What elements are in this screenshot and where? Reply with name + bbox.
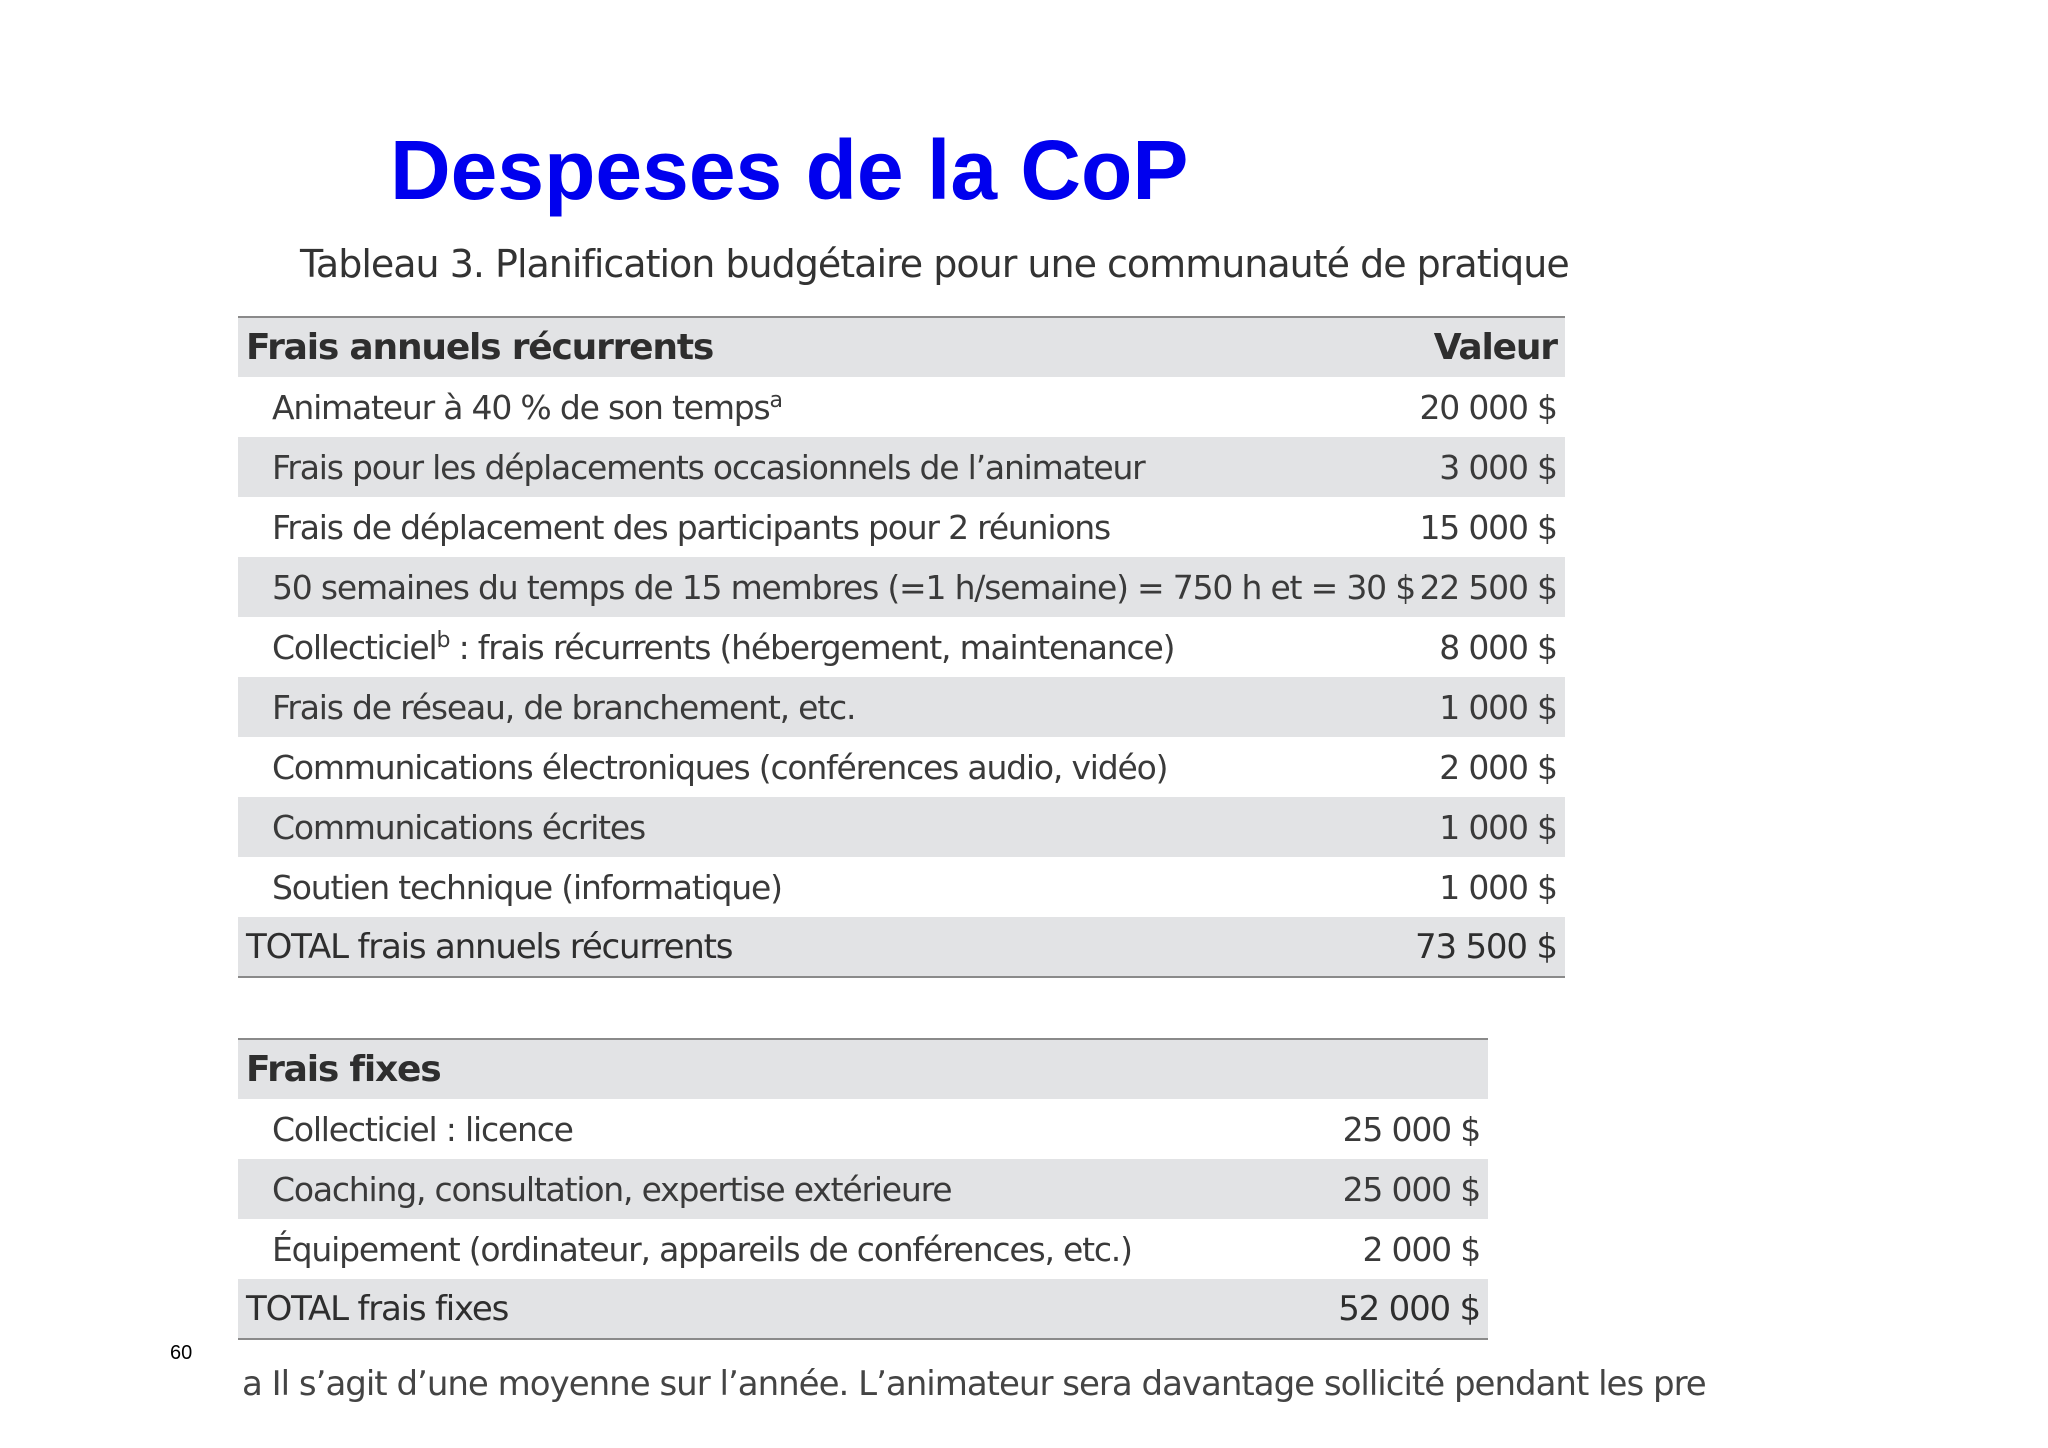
total-value: 73 500 $	[1415, 917, 1565, 977]
row-value: 1 000 $	[1415, 677, 1565, 737]
row-label: Communications écrites	[238, 797, 1415, 857]
table-row	[238, 1099, 1488, 1159]
row-value: 2 000 $	[1439, 747, 1557, 787]
header-value	[1309, 1039, 1488, 1099]
row-label: Soutien technique (informatique)	[272, 867, 782, 907]
table-row	[238, 437, 1565, 497]
table-row	[238, 1159, 1488, 1219]
total-row	[238, 917, 1565, 977]
row-label: Coaching, consultation, expertise extérieure	[238, 1159, 1309, 1219]
row-label: Frais de déplacement des participants pour 2 réunions	[272, 507, 1111, 547]
table-row	[238, 617, 1565, 677]
row-value: 25 000 $	[1342, 1109, 1480, 1149]
row-value: 15 000 $	[1419, 507, 1557, 547]
scanned-table-image	[238, 228, 1706, 1404]
row-label: Collecticiel : licence	[272, 1109, 573, 1149]
table-row	[238, 1219, 1488, 1279]
row-value: 22 500 $	[1415, 557, 1565, 617]
table-row	[238, 737, 1565, 797]
recurring-costs-table	[238, 316, 1565, 978]
table-row	[238, 497, 1565, 557]
table-header-row	[238, 1039, 1488, 1099]
total-value: 52 000 $	[1309, 1279, 1488, 1339]
footnote-fragment: a Il s’agit d’une moyenne sur l’année. L’animateur sera davantage sollicité pendant les pre	[242, 1364, 1706, 1404]
row-value: 20 000 $	[1419, 387, 1557, 427]
table-row	[238, 677, 1565, 737]
table-row	[238, 557, 1565, 617]
header-value: Valeur	[1415, 317, 1565, 377]
row-value: 1 000 $	[1439, 867, 1557, 907]
page-number: 60	[170, 1342, 193, 1364]
slide-title: Despeses de la CoP	[390, 123, 1189, 217]
table-row	[238, 377, 1565, 437]
row-label: Animateur à 40 % de son temps$^a$	[272, 387, 782, 427]
row-value: 25 000 $	[1309, 1159, 1488, 1219]
total-label: TOTAL frais annuels récurrents	[238, 917, 1415, 977]
row-value: 2 000 $	[1362, 1229, 1480, 1269]
row-label: Communications électroniques (conférences audio, vidéo)	[272, 747, 1168, 787]
total-row	[238, 1279, 1488, 1339]
row-label: 50 semaines du temps de 15 membres (=1 h/semaine) = 750 h et = 30 $	[238, 557, 1415, 617]
table-header-row	[238, 317, 1565, 377]
header-label: Frais annuels récurrents	[238, 317, 1415, 377]
table-row	[238, 857, 1565, 917]
row-value: 1 000 $	[1415, 797, 1565, 857]
row-label: Équipement (ordinateur, appareils de conférences, etc.)	[272, 1229, 1132, 1269]
row-label: Collecticiel$^b$ : frais récurrents (hébergement, maintenance)	[272, 627, 1175, 667]
table-caption: Tableau 3. Planification budgétaire pour une communauté de pratique	[300, 242, 1569, 286]
row-label: Frais pour les déplacements occasionnels de l’animateur	[238, 437, 1415, 497]
row-label: Frais de réseau, de branchement, etc.	[238, 677, 1415, 737]
header-label: Frais fixes	[238, 1039, 1309, 1099]
fixed-costs-table	[238, 1038, 1488, 1340]
total-label: TOTAL frais fixes	[238, 1279, 1309, 1339]
row-value: 3 000 $	[1415, 437, 1565, 497]
row-value: 8 000 $	[1439, 627, 1557, 667]
table-row	[238, 797, 1565, 857]
